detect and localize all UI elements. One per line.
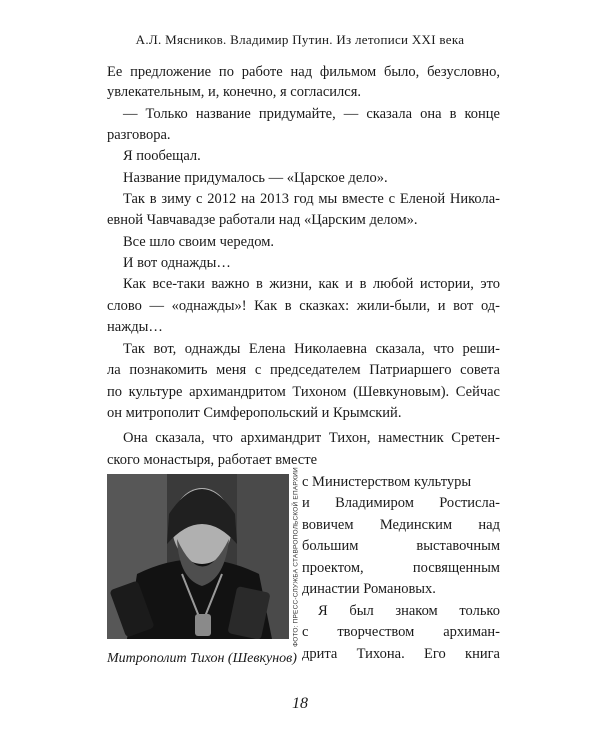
portrait-illustration	[107, 474, 289, 639]
text-line: Название придумалось — «Царское дело».	[123, 170, 388, 186]
text-line: евной Чавчавадзе работали над «Царским делом».	[107, 212, 418, 228]
text-line: дрита Тихона. Его книга	[302, 646, 500, 662]
text-line: увлекательным, и, конечно, я согласился.	[107, 84, 361, 100]
text-line: и Владимиром Ростисла-	[302, 495, 500, 511]
text-line: Она сказала, что архимандрит Тихон, наместник Сретен-	[123, 430, 500, 446]
text-line: Ее предложение по работе над фильмом было, безусловно,	[107, 64, 500, 80]
text-line: — Только название придумайте, — сказала она в конце	[123, 106, 500, 122]
text-line: И вот однажды…	[123, 255, 231, 271]
text-line: Все шло своим чередом.	[123, 234, 274, 250]
text-line: Я пообещал.	[123, 148, 201, 164]
text-line: проектом, посвященным	[302, 560, 500, 576]
text-line: разговора.	[107, 127, 171, 143]
text-line: нажды…	[107, 319, 163, 335]
portrait-photo	[107, 474, 289, 639]
text-line: ла познакомить меня с председателем Патриаршего совета	[107, 362, 500, 378]
text-line: Я был знаком только	[318, 603, 500, 619]
text-line: по культуре архимандритом Тихоном (Шевкуновым). Сейчас	[107, 384, 500, 400]
text-line: династии Романовых.	[302, 581, 436, 597]
page-number: 18	[292, 695, 308, 712]
text-line: с Министерством культуры	[302, 474, 472, 490]
text-line: с творчеством архиман-	[302, 624, 500, 640]
text-line: ского монастыря, работает вместе	[107, 452, 318, 468]
text-line: Так в зиму с 2012 на 2013 год мы вместе с Еленой Никола-	[123, 191, 500, 207]
text-line: он митрополит Симферопольский и Крымский.	[107, 405, 402, 421]
running-header: А.Л. Мясников. Владимир Путин. Из летописи XXI века	[135, 32, 465, 47]
text-line: Так вот, однажды Елена Николаевна сказала, что реши-	[123, 341, 500, 357]
text-line: большим выставочным	[302, 538, 500, 554]
text-line: вовичем Мединским над	[302, 517, 500, 533]
photo-caption: Митрополит Тихон (Шевкунов)	[107, 651, 297, 666]
text-line: слово — «однажды»! Как в сказках: жили-были, и вот од-	[107, 298, 500, 314]
text-line: Как все-таки важно в жизни, как и в любой истории, это	[123, 276, 500, 292]
photo-credit: ФОТО: ПРЕСС-СЛУЖБА СТАВРОПОЛЬСКОЙ ЕПАРХИИ	[292, 466, 300, 647]
